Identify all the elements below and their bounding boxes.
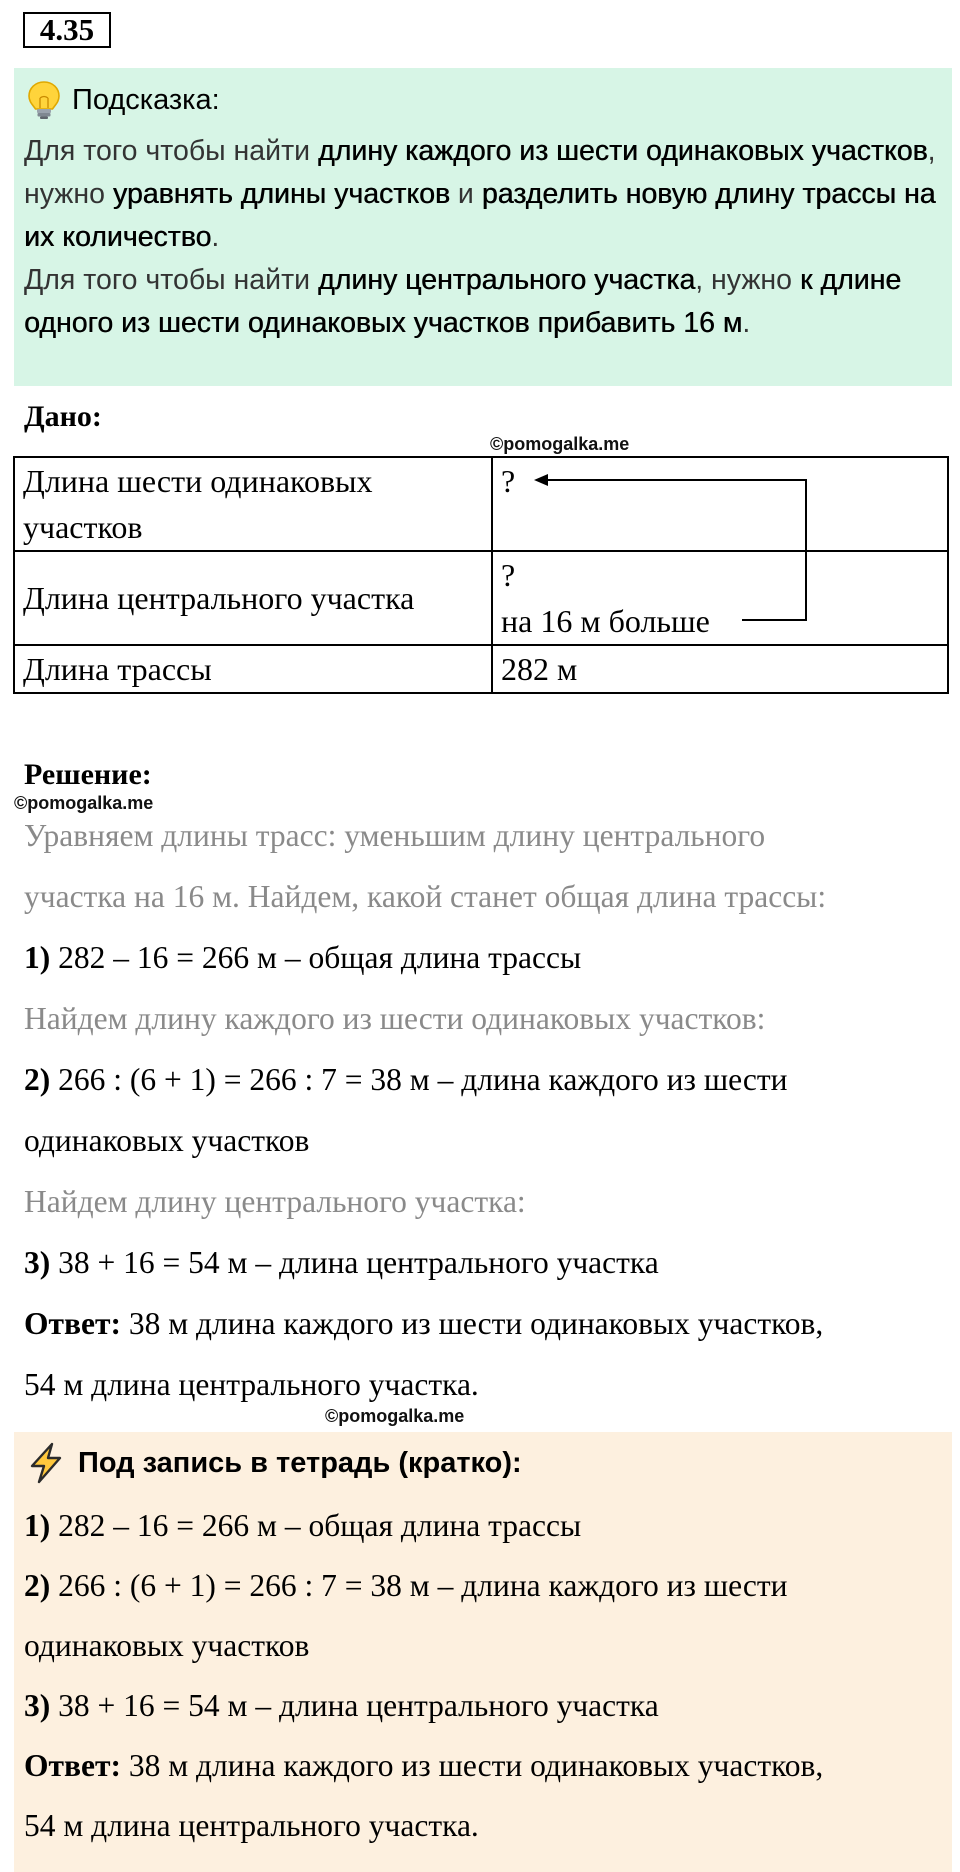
note-step-2-cont: одинаковых участков (24, 1628, 310, 1663)
note-answer (24, 1746, 823, 1786)
hint-emphasis: длину центрального участка (317, 264, 696, 296)
step-number: 3) (24, 1688, 51, 1723)
solution-comment: Уравняем длины трасс: уменьшим длину центрального (24, 818, 766, 853)
solution-answer-cont: 54 м длина центрального участка. (24, 1367, 479, 1402)
solution-step-2 (24, 1060, 787, 1100)
hint-text-run: Для того чтобы найти (24, 264, 318, 296)
cell-text: на 16 м больше (501, 603, 710, 639)
hint-title: Подсказка: (72, 84, 220, 116)
watermark: ©pomogalka.me (14, 793, 154, 813)
note-header (26, 1440, 522, 1486)
solution-step-1 (24, 938, 581, 978)
cell-text: ? (501, 463, 516, 499)
step-text: 282 – 16 = 266 м – общая длина трассы (50, 1508, 582, 1543)
step-text: 266 : (6 + 1) = 266 : 7 = 38 м – длина каждого из шести (50, 1568, 788, 1603)
solution-title: Решение: (24, 758, 152, 791)
lightning-icon (26, 1442, 66, 1484)
step-number: 2) (24, 1568, 51, 1603)
hint-emphasis: к длине одного из шести одинаковых участков прибавить 16 м (24, 264, 902, 339)
step-number: 3) (24, 1245, 51, 1280)
answer-text: 38 м длина каждого из шести одинаковых участков, (120, 1748, 824, 1783)
step-text: 282 – 16 = 266 м – общая длина трассы (50, 940, 582, 975)
answer-label: Ответ: (24, 1306, 121, 1341)
note-step-2 (24, 1566, 787, 1606)
note-answer-cont: 54 м длина центрального участка. (24, 1808, 479, 1843)
note-step-3 (24, 1686, 659, 1726)
note-step-1 (24, 1506, 581, 1546)
hint-emphasis: уравнять длины участков (112, 178, 451, 210)
solution-answer (24, 1304, 823, 1344)
arrow-icon (0, 0, 960, 700)
answer-label: Ответ: (24, 1748, 121, 1783)
hint-text-run: и (450, 178, 482, 210)
solution-step-2-cont: одинаковых участков (24, 1123, 310, 1158)
step-number: 2) (24, 1062, 51, 1097)
solution-comment: Найдем длину центрального участка: (24, 1184, 526, 1219)
hint-text-run: . (742, 307, 751, 339)
solution-comment: Найдем длину каждого из шести одинаковых участков: (24, 1001, 766, 1036)
note-title: Под запись в тетрадь (кратко): (78, 1446, 522, 1479)
cell-text: участков (23, 509, 143, 545)
solution-comment: участка на 16 м. Найдем, какой станет общая длина трассы: (24, 879, 827, 914)
cell-text: ? (501, 557, 516, 593)
step-text: 266 : (6 + 1) = 266 : 7 = 38 м – длина каждого из шести (50, 1062, 788, 1097)
step-text: 38 + 16 = 54 м – длина центрального участка (50, 1245, 659, 1280)
hint-text-run: , нужно (24, 135, 936, 210)
step-text: 38 + 16 = 54 м – длина центрального участка (50, 1688, 659, 1723)
step-number: 1) (24, 940, 51, 975)
hint-text-run: , нужно (695, 264, 800, 296)
watermark: ©pomogalka.me (325, 1406, 465, 1426)
cell-text: Длина шести одинаковых (23, 463, 373, 499)
step-number: 1) (24, 1508, 51, 1543)
hint-text-run: Для того чтобы найти (24, 135, 318, 167)
problem-number: 4.35 (23, 12, 111, 48)
cell-text: 282 м (501, 651, 578, 687)
answer-text: 38 м длина каждого из шести одинаковых участков, (120, 1306, 824, 1341)
solution-step-3 (24, 1243, 659, 1283)
cell-text: Длина трассы (23, 651, 212, 687)
hint-emphasis: разделить новую длину трассы на их количество (24, 178, 936, 253)
watermark: ©pomogalka.me (490, 434, 630, 454)
hint-emphasis: длину каждого из шести одинаковых участков (317, 135, 928, 167)
cell-text: Длина центрального участка (23, 580, 415, 616)
given-title: Дано: (24, 400, 102, 433)
hint-text-run: . (211, 221, 220, 253)
